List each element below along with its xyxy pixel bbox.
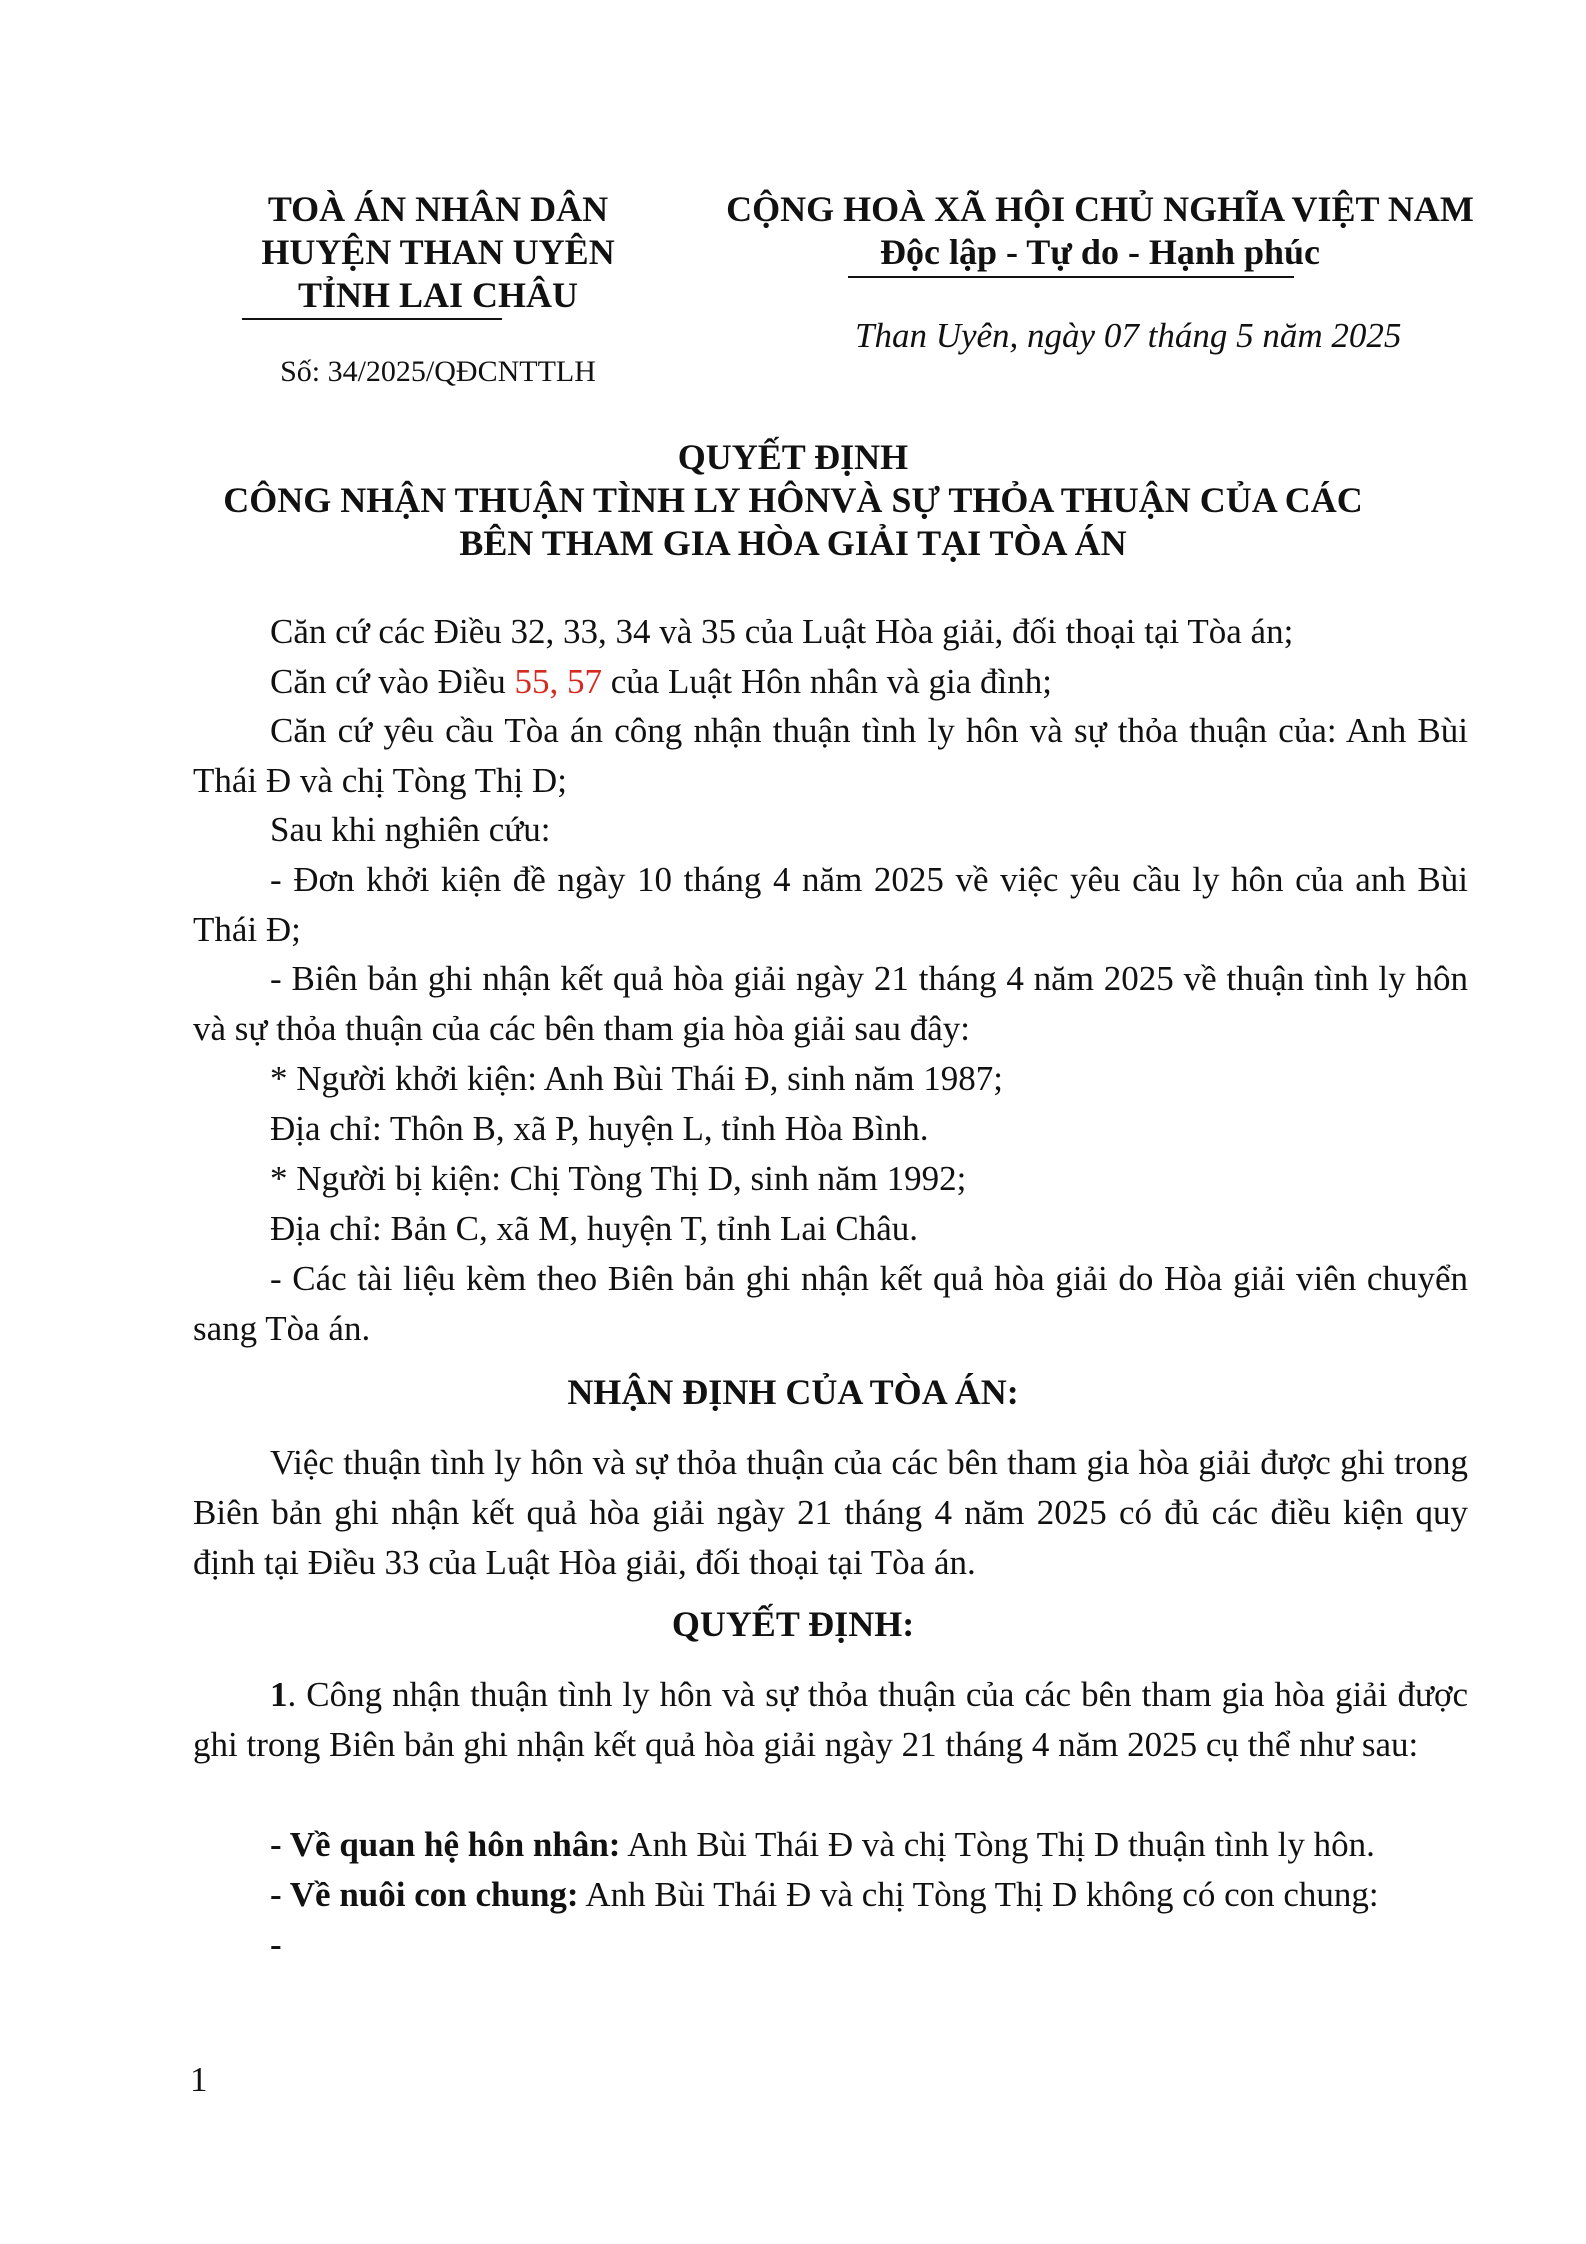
decision-title: QUYẾT ĐỊNH [677,437,909,477]
court-name-line1: TOÀ ÁN NHÂN DÂN [267,189,609,229]
basis-paragraph [193,657,1468,707]
basis-paragraph: Căn cứ các Điều 32, 33, 34 và 35 của Luật Hòa giải, đối thoại tại Tòa án; [270,612,1294,651]
decision-item-number: 1 [270,1675,288,1714]
basis-paragraph: Căn cứ yêu cầu Tòa án công nhận thuận tình ly hôn và sự thỏa thuận của: Anh Bùi Thái Đ và chị Tòng Thị D; [193,711,1468,800]
basis-prefix: Căn cứ vào Điều [270,662,515,701]
children-label: - Về nuôi con chung: [270,1875,579,1914]
study-item: - Biên bản ghi nhận kết quả hòa giải ngày 21 tháng 4 năm 2025 về thuận tình ly hôn và sự thỏa thuận của các bên tham gia hòa giải sau đây: [193,959,1468,1048]
study-intro: Sau khi nghiên cứu: [270,810,551,849]
page-number: 1 [190,2060,208,2099]
decision-item-1 [193,1670,1468,1770]
basis-articles: 55, 57 [514,662,602,701]
plaintiff: * Người khởi kiện: Anh Bùi Thái Đ, sinh năm 1987; [270,1059,1003,1098]
court-underline [242,318,502,320]
children-text: Anh Bùi Thái Đ và chị Tòng Thị D không có con chung: [578,1875,1379,1914]
court-name-line3: TỈNH LAI CHÂU [297,275,579,315]
national-motto: Độc lập - Tự do - Hạnh phúc [879,232,1321,272]
study-item: - Các tài liệu kèm theo Biên bản ghi nhận kết quả hòa giải do Hòa giải viên chuyển sang Tòa án. [193,1259,1468,1348]
court-name-line2: HUYỆN THAN UYÊN [261,232,615,272]
decision-subtitle-line1: CÔNG NHẬN THUẬN TÌNH LY HÔNVÀ SỰ THỎA THUẬN CỦA CÁC [223,480,1363,520]
defendant: * Người bị kiện: Chị Tòng Thị D, sinh năm 1992; [270,1159,967,1198]
study-item: - Đơn khởi kiện đề ngày 10 tháng 4 năm 2025 về việc yêu cầu ly hôn của anh Bùi Thái Đ; [193,860,1468,949]
document-number: Số: 34/2025/QĐCNTTLH [280,355,596,388]
decision-heading: QUYẾT ĐỊNH: [671,1604,915,1644]
place-date: Than Uyên, ngày 07 tháng 5 năm 2025 [855,316,1402,355]
children-clause [193,1870,1468,1920]
marriage-label: - Về quan hệ hôn nhân: [270,1825,621,1864]
findings-heading: NHẬN ĐỊNH CỦA TÒA ÁN: [567,1372,1019,1412]
decision-subtitle-line2: BÊN THAM GIA HÒA GIẢI TẠI TÒA ÁN [459,523,1127,563]
marriage-clause [193,1820,1468,1870]
marriage-text: Anh Bùi Thái Đ và chị Tòng Thị D thuận tình ly hôn. [620,1825,1375,1864]
findings-paragraph: Việc thuận tình ly hôn và sự thỏa thuận của các bên tham gia hòa giải được ghi trong Biên bản ghi nhận kết quả hòa giải ngày 21 tháng 4 năm 2025 có đủ các điều kiện quy định tại Điều 33 của Luật Hòa giải, đối thoại tại Tòa án. [193,1443,1468,1582]
basis-suffix: của Luật Hôn nhân và gia đình; [601,662,1052,701]
national-title: CỘNG HOÀ XÃ HỘI CHỦ NGHĨA VIỆT NAM [726,189,1474,229]
defendant-address: Địa chỉ: Bản C, xã M, huyện T, tỉnh Lai Châu. [270,1209,919,1248]
motto-underline [848,276,1294,278]
plaintiff-address: Địa chỉ: Thôn B, xã P, huyện L, tỉnh Hòa Bình. [270,1109,929,1148]
dash-item: - [270,1925,282,1964]
decision-item-text: . Công nhận thuận tình ly hôn và sự thỏa thuận của các bên tham gia hòa giải được ghi trong Biên bản ghi nhận kết quả hòa giải ngày 21 tháng 4 năm 2025 cụ thể như sau: [193,1675,1468,1764]
